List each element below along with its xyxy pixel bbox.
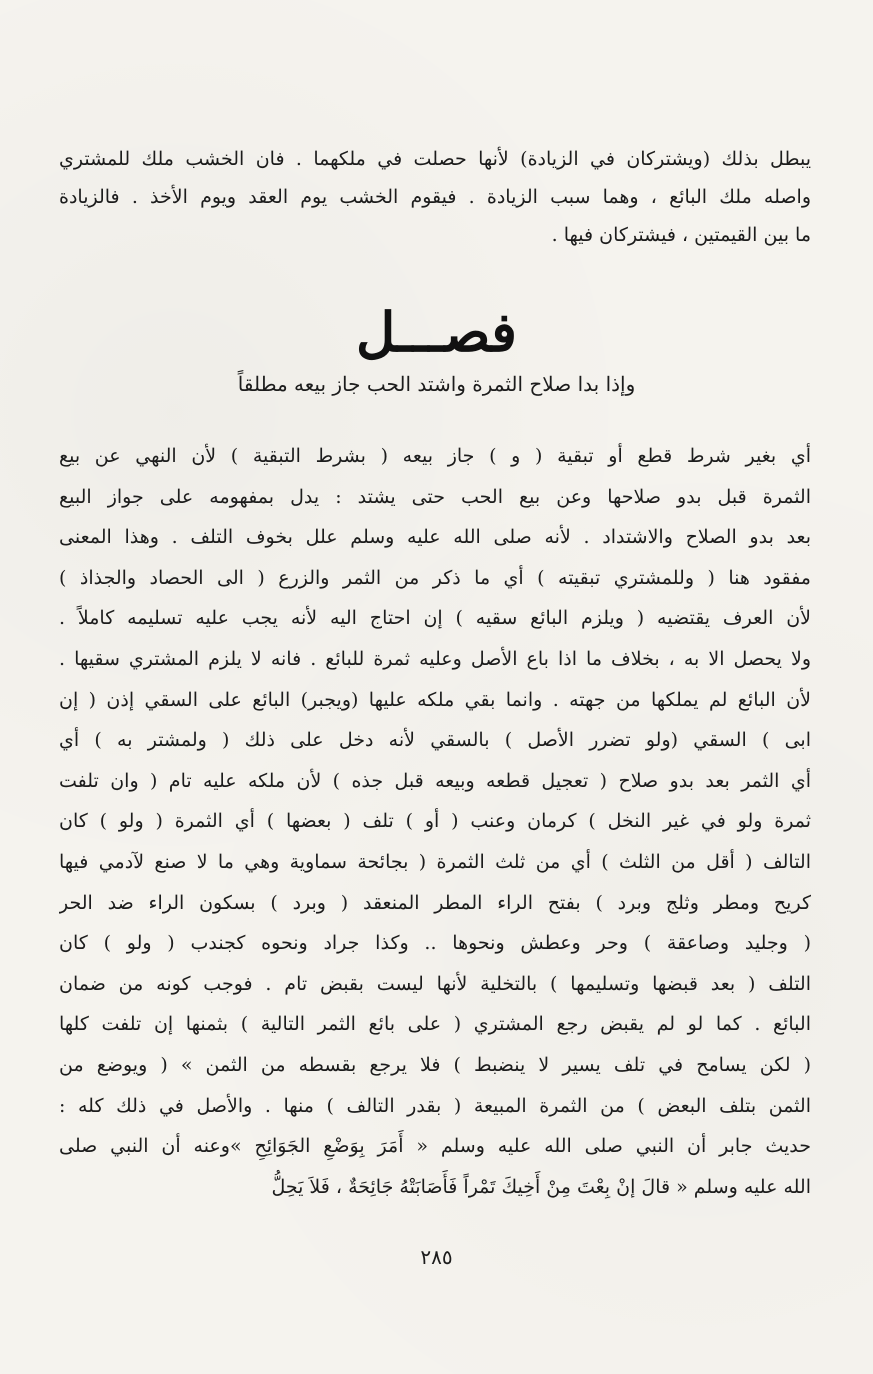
body-line: التلف ( بعد قبضها وتسليمها ) بالتخلية لأنها ليست بقبض تام . فوجب كونه من ضمان	[59, 972, 811, 995]
body-line: الثمرة قبل بدو صلاحها وعن بيع الحب حتى يشتد : يدل بمفهومه على جواز البيع	[59, 485, 811, 508]
body-line: ( لكن يسامح في تلف يسير لا ينضبط ) فلا يرجع بقسطه من الثمن » ( ويوضع من	[59, 1053, 811, 1076]
body-line: الله عليه وسلم « قالَ إنْ بِعْتَ مِنْ أَخِيكَ تَمْراً فَأَصَابَتْهُ جَائِحَةٌ ، فَلاَ يَحِلُّ	[271, 1175, 811, 1198]
body-line: أي بغير شرط قطع أو تبقية ( و ) جاز بيعه ( بشرط التبقية ) لأن النهي عن بيع	[59, 445, 811, 467]
intro-line: واصله ملك البائع ، وهما سبب الزيادة . فيقوم الخشب يوم العقد ويوم الأخذ . فالزيادة	[59, 186, 811, 208]
section-heading-text: فصـــل	[356, 300, 517, 364]
intro-line: يبطل بذلك (ويشتركان في الزيادة) لأنها حصلت في ملكهما . فان الخشب ملك للمشتري	[59, 148, 811, 170]
body-line: ( وجليد وصاعقة ) وحر وعطش ونحوها .. وكذا جراد ونحوه كجندب ( ولو ) كان	[59, 932, 811, 955]
body-line: البائع . كما لو لم يقبض رجع المشتري ( على بائع الثمر التالية ) بثمنها إن تلفت كلها	[59, 1013, 811, 1036]
body-line: لأن العرف يقتضيه ( ويلزم البائع سقيه ) إن احتاج اليه لأنه يجب عليه تسليمه كاملاً .	[59, 607, 811, 630]
body-line: ثمرة ولو في غير النخل ) كرمان وعنب ( أو ) تلف ( بعضها ) أي الثمرة ( ولو ) كان	[59, 810, 811, 833]
page-number: ٢٨٥	[420, 1245, 453, 1269]
body-line: أي الثمر بعد بدو صلاح ( تعجيل قطعه وبيعه قبل جذه ) لأن ملكه عليه تام ( وان تلفت	[59, 769, 811, 792]
body-line: لأن البائع لم يملكها من جهته . وانما بقي ملكه عليها (ويجبر) البائع على السقي إذن ( إن	[59, 688, 811, 711]
body-line: حديث جابر أن النبي صلى الله عليه وسلم « أَمَرَ بِوَضْعِ الجَوَائِحِ »وعنه أن النبي صلى	[59, 1135, 811, 1158]
intro-paragraph	[59, 140, 811, 254]
body-line: كريح ومطر وثلج وبرد ) بفتح الراء المطر المنعقد ( وبرد ) بسكون الراء ضد الحر	[59, 891, 811, 914]
body-line: الثمن بتلف البعض ) من الثمرة المبيعة ( بقدر التالف ) منها . والأصل في ذلك كله :	[59, 1094, 811, 1117]
section-subtitle: وإذا بدا صلاح الثمرة واشتد الحب جاز بيعه مطلقاً	[237, 372, 636, 396]
body-line: ابى ) السقي (ولو تضرر الأصل ) بالسقي لأنه دخل على ذلك ( ولمشتر به ) أي	[59, 729, 811, 752]
intro-line: ما بين القيمتين ، فيشتركان فيها .	[551, 224, 811, 246]
body-line: مفقود هنا ( وللمشتري تبقيته ) أي ما ذكر من الثمر والزرع ( الى الحصاد والجذاذ )	[59, 566, 811, 589]
body-line: بعد بدو الصلاح والاشتداد . لأنه صلى الله عليه وسلم علل بخوف التلف . وهذا المعنى	[59, 526, 811, 549]
body-line: التالف ( أقل من الثلث ) أي من ثلث الثمرة ( بجائحة سماوية وهي ما لا صنع لآدمي فيها	[59, 850, 811, 873]
section-heading	[0, 300, 873, 364]
body-paragraph	[59, 436, 811, 1207]
body-line: ولا يحصل الا به ، بخلاف ما اذا باع الأصل وعليه ثمرة للبائع . فانه لا يلزم المشتري سقيها .	[59, 647, 811, 670]
